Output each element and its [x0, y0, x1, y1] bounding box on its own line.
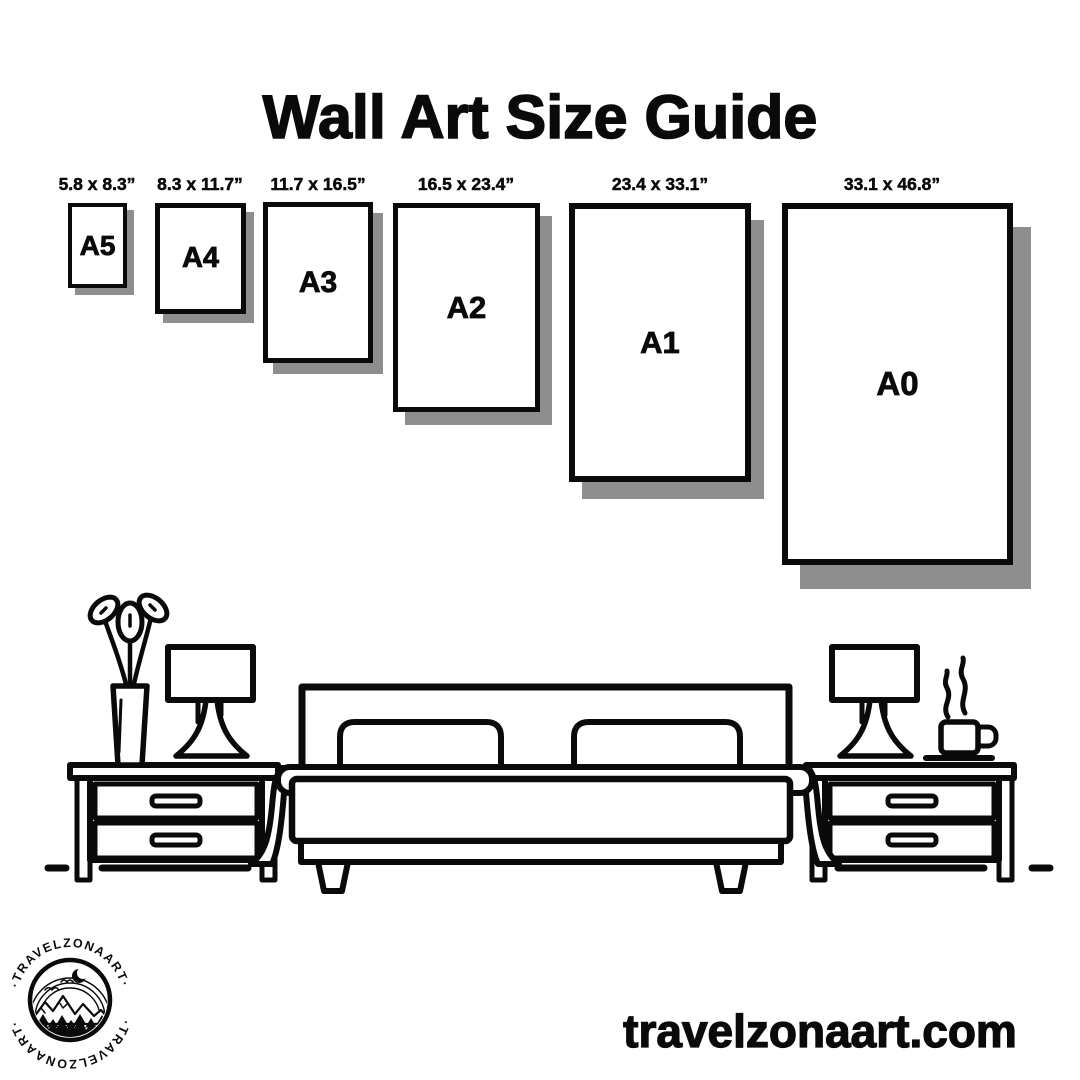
drawer-handle-icon [888, 835, 936, 845]
website-url: travelzonaart.com [623, 1005, 1017, 1057]
paper-code-a3: A3 [298, 265, 338, 299]
size-dimensions-a1: 23.4 x 33.1” [611, 174, 709, 194]
bedroom-illustration [0, 570, 1080, 900]
paper-code-a4: A4 [181, 242, 220, 274]
coffee-cup-icon [926, 658, 996, 758]
drawer-handle-icon [888, 796, 936, 806]
logo-arc-text-bottom: ·TRAVELZONAART· [7, 1018, 133, 1072]
brand-logo [5, 930, 135, 1080]
paper-size-a5 [68, 203, 127, 288]
page-title: Wall Art Size Guide [262, 82, 818, 151]
paper-size-a2 [393, 203, 540, 412]
logo-arc-text-top: ·TRAVELZONAART· [7, 935, 133, 990]
vase-flowers-icon [85, 590, 171, 765]
paper-code-a5: A5 [79, 229, 116, 261]
pillow-icon [574, 722, 740, 767]
paper-size-a3 [263, 202, 373, 363]
paper-code-a1: A1 [640, 324, 680, 360]
nightstand-left-icon [70, 765, 278, 880]
pillow-icon [340, 722, 501, 767]
drawer-handle-icon [152, 835, 200, 845]
size-dimensions-a3: 11.7 x 16.5” [270, 174, 366, 194]
paper-size-a4 [155, 203, 246, 314]
size-dimensions-a5: 5.8 x 8.3” [58, 174, 136, 194]
table-lamp-right-icon [832, 647, 917, 756]
paper-code-a0: A0 [876, 365, 919, 402]
drawer-handle-icon [152, 796, 200, 806]
bed-leg-icon [318, 862, 348, 891]
paper-code-a2: A2 [446, 289, 487, 325]
table-lamp-left-icon [168, 647, 253, 756]
paper-size-a0 [782, 203, 1013, 565]
size-dimensions-a4: 8.3 x 11.7” [157, 174, 243, 194]
mattress-icon [292, 779, 790, 841]
paper-size-a1 [569, 203, 751, 482]
size-dimensions-a2: 16.5 x 23.4” [417, 174, 515, 194]
bed-icon [251, 687, 839, 891]
steam-icon [945, 671, 948, 717]
steam-icon [961, 658, 965, 713]
size-dimensions-a0: 33.1 x 46.8” [843, 174, 941, 194]
bed-leg-icon [716, 862, 746, 891]
